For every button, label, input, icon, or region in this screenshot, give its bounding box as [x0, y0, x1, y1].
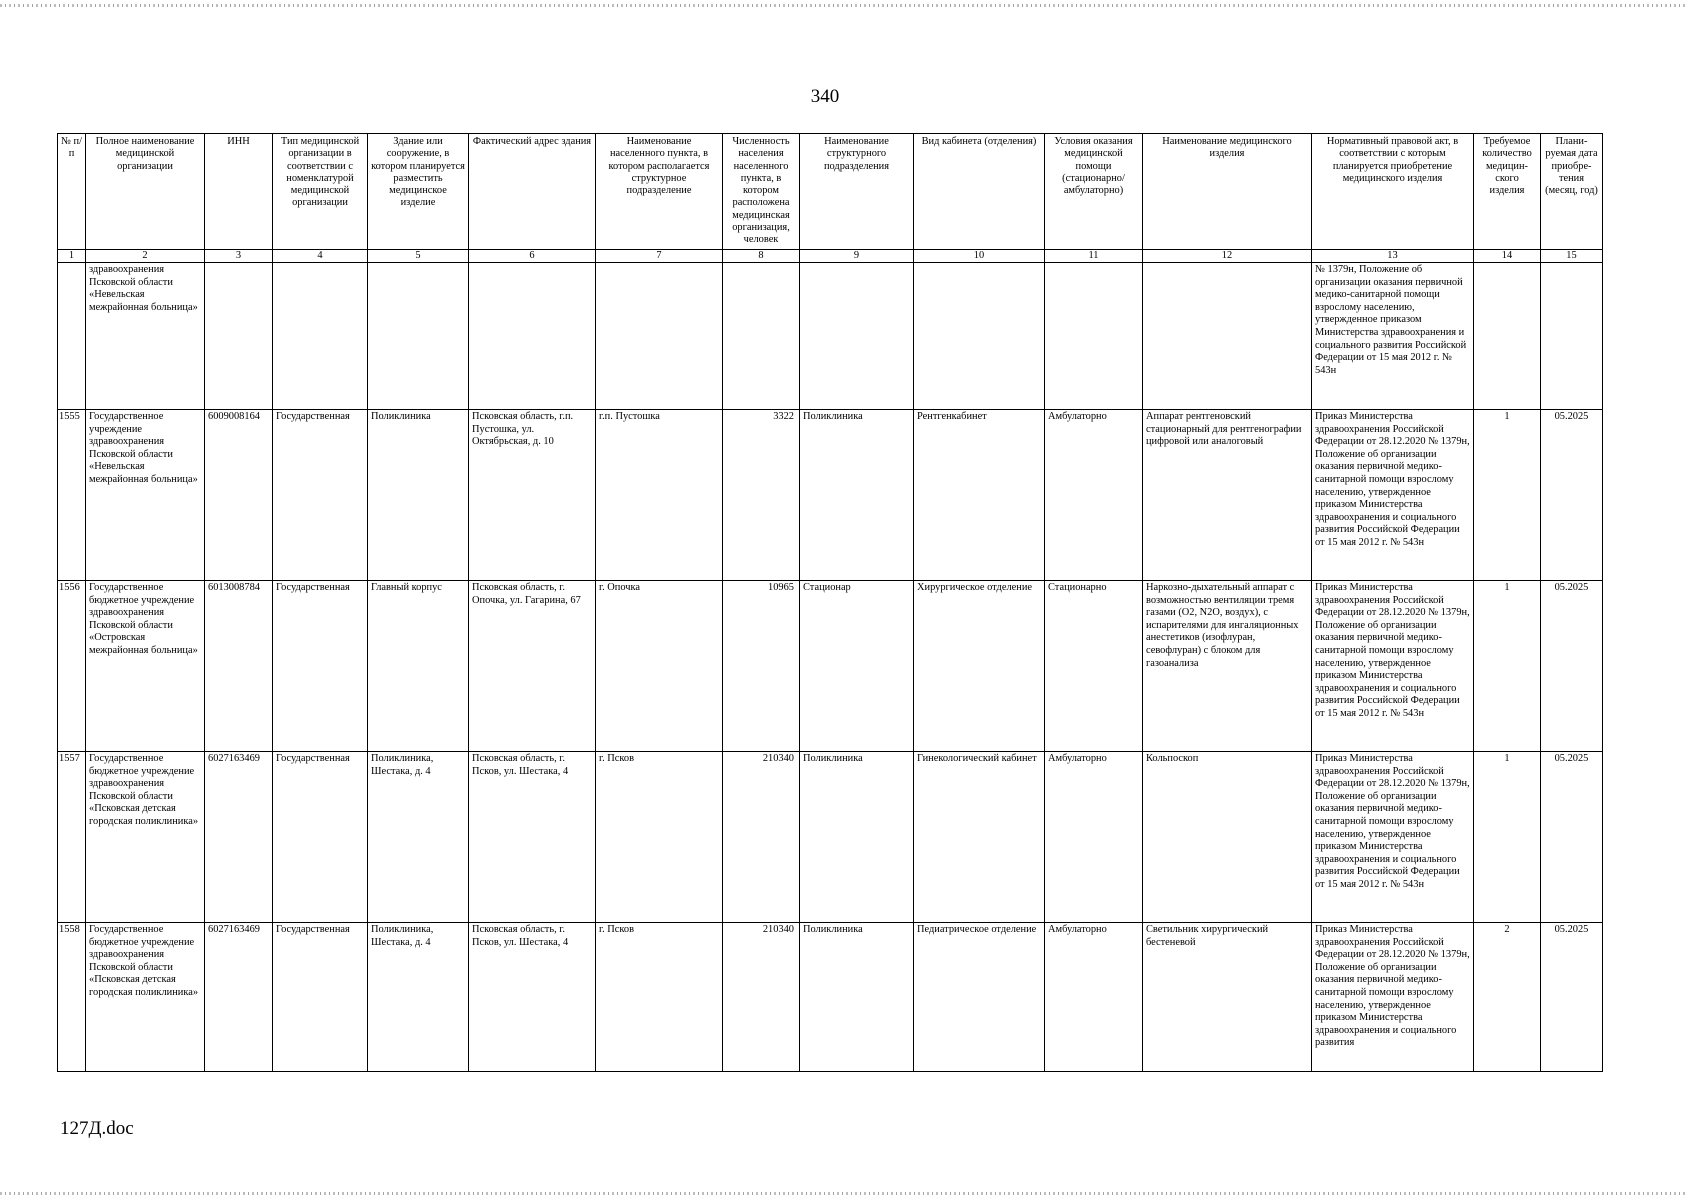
table-cell: 210340 [723, 923, 800, 1072]
table-cell: 05.2025 [1541, 581, 1603, 752]
header-cell: Тип медицинской организации в соответствии с номенклатурой медицинской организации [273, 134, 368, 250]
table-cell [723, 263, 800, 410]
table-cell: г. Псков [596, 923, 723, 1072]
header-cell: Наименование медицинского изделия [1143, 134, 1312, 250]
table-cell: Псковская область, г. Псков, ул. Шестака, 4 [469, 752, 596, 923]
table-cell: Приказ Министерства здравоохранения Российской Федерации от 28.12.2020 № 1379н, Положение об организации оказания первичной медико-санитарной помощи взрослому населению, утвержденное приказом Министерства здравоохранения и социального развития [1312, 923, 1474, 1072]
table-cell: Аппарат рентгеновский стационарный для рентгенографии цифровой или аналоговый [1143, 410, 1312, 581]
table-cell: г.п. Пустошка [596, 410, 723, 581]
table-cell: Поликлиника, Шестака, д. 4 [368, 923, 469, 1072]
table-cell: Стационар [800, 581, 914, 752]
column-number: 6 [469, 250, 596, 263]
table-cell: 1558 [58, 923, 86, 1072]
table-row [58, 923, 1603, 1072]
header-cell: Полное наименование медицинской организации [86, 134, 205, 250]
column-number-row [58, 250, 1603, 263]
table-cell: Государственное учреждение здравоохранения Псковской области «Невельская межрайонная больница» [86, 410, 205, 581]
table-cell [469, 263, 596, 410]
table-cell [1143, 263, 1312, 410]
table-cell: 1557 [58, 752, 86, 923]
table-cell: Главный корпус [368, 581, 469, 752]
column-number: 14 [1474, 250, 1541, 263]
column-number: 1 [58, 250, 86, 263]
scan-artifact-top [0, 4, 1686, 7]
column-number: 11 [1045, 250, 1143, 263]
table-cell: Поликлиника [368, 410, 469, 581]
column-number: 13 [1312, 250, 1474, 263]
equipment-table [57, 133, 1603, 1072]
table-cell: Амбулаторно [1045, 410, 1143, 581]
header-cell: Условия оказания медицинской помощи (стационарно/ амбулаторно) [1045, 134, 1143, 250]
table-cell: 1556 [58, 581, 86, 752]
table-cell: Приказ Министерства здравоохранения Российской Федерации от 28.12.2020 № 1379н, Положение об организации оказания первичной медико-санитарной помощи взрослому населению, утвержденное приказом Министерства здравоохранения и социального развития Российской Федерации от 15 мая 2012 г. № 543н [1312, 581, 1474, 752]
table-cell [1541, 263, 1603, 410]
table-cell: 1555 [58, 410, 86, 581]
table-cell [914, 263, 1045, 410]
column-number: 10 [914, 250, 1045, 263]
table-cell: 6027163469 [205, 752, 273, 923]
table-cell: Поликлиника [800, 410, 914, 581]
page-number: 340 [810, 86, 840, 107]
table-cell: Хирургическое отделение [914, 581, 1045, 752]
table-cell: Приказ Министерства здравоохранения Российской Федерации от 28.12.2020 № 1379н, Положение об организации оказания первичной медико-санитарной помощи взрослому населению, утвержденное приказом Министерства здравоохранения и социального развития Российской Федерации от 15 мая 2012 г. № 543н [1312, 410, 1474, 581]
table-cell: Псковская область, г. Псков, ул. Шестака, 4 [469, 923, 596, 1072]
table-cell: 05.2025 [1541, 752, 1603, 923]
table-cell: 210340 [723, 752, 800, 923]
table-cell: 3322 [723, 410, 800, 581]
table-cell: г. Псков [596, 752, 723, 923]
table-cell: 1 [1474, 410, 1541, 581]
column-number: 15 [1541, 250, 1603, 263]
table-cell: № 1379н, Положение об организации оказания первичной медико-санитарной помощи взрослому населению, утвержденное приказом Министерства здравоохранения и социального развития Российской Федерации от 15 мая 2012 г. № 543н [1312, 263, 1474, 410]
header-cell: Наименование населенного пункта, в котором располагается структурное подразделение [596, 134, 723, 250]
table-cell: Поликлиника [800, 752, 914, 923]
column-number: 8 [723, 250, 800, 263]
table-cell: Педиатрическое отделение [914, 923, 1045, 1072]
column-number: 9 [800, 250, 914, 263]
table-cell [1474, 263, 1541, 410]
table-cell: 1 [1474, 752, 1541, 923]
table-cell: 05.2025 [1541, 410, 1603, 581]
column-number: 5 [368, 250, 469, 263]
table-cell [58, 263, 86, 410]
table-cell: 6009008164 [205, 410, 273, 581]
scan-artifact-bottom [0, 1192, 1686, 1195]
table-row [58, 581, 1603, 752]
column-number: 4 [273, 250, 368, 263]
table-row [58, 263, 1603, 410]
table-cell [205, 263, 273, 410]
table-cell [368, 263, 469, 410]
document-filename: 127Д.doc [60, 1118, 134, 1139]
table-cell: Стационарно [1045, 581, 1143, 752]
table-cell: Псковская область, г. Опочка, ул. Гагарина, 67 [469, 581, 596, 752]
table-cell [596, 263, 723, 410]
table-cell: Амбулаторно [1045, 923, 1143, 1072]
header-cell: Численность населения населенного пункта, в котором расположена медицинская организация, человек [723, 134, 800, 250]
table-cell: здравоохранения Псковской области «Невельская межрайонная больница» [86, 263, 205, 410]
column-number: 2 [86, 250, 205, 263]
column-number: 7 [596, 250, 723, 263]
table-cell: Кольпоскоп [1143, 752, 1312, 923]
table-cell [1045, 263, 1143, 410]
table-row [58, 752, 1603, 923]
table-cell: Поликлиника [800, 923, 914, 1072]
table-cell: Государственное бюджетное учреждение здравоохранения Псковской области «Псковская детская городская поликлиника» [86, 752, 205, 923]
table-cell: 6013008784 [205, 581, 273, 752]
header-cell: Требуемое количество медицин-ского изделия [1474, 134, 1541, 250]
table-cell: Государственная [273, 923, 368, 1072]
column-number: 3 [205, 250, 273, 263]
table-cell: Гинекологический кабинет [914, 752, 1045, 923]
header-cell: Нормативный правовой акт, в соответствии с которым планируется приобретение медицинского изделия [1312, 134, 1474, 250]
table-cell: Наркозно-дыхательный аппарат с возможностью вентиляции тремя газами (O2, N2O, воздух), с испарителями для ингаляционных анестетиков (изофлуран, севофлуран) с блоком для газоанализа [1143, 581, 1312, 752]
table-cell: 10965 [723, 581, 800, 752]
header-cell: Плани-руемая дата приобре-тения (месяц, год) [1541, 134, 1603, 250]
table-cell: Амбулаторно [1045, 752, 1143, 923]
table-cell: Государственная [273, 581, 368, 752]
table-cell: г. Опочка [596, 581, 723, 752]
table-header-row [58, 134, 1603, 250]
table-cell: Псковская область, г.п. Пустошка, ул. Октябрьская, д. 10 [469, 410, 596, 581]
table-cell [800, 263, 914, 410]
table-cell: Светильник хирургический бестеневой [1143, 923, 1312, 1072]
header-cell: Вид кабинета (отделения) [914, 134, 1045, 250]
header-cell: ИНН [205, 134, 273, 250]
table-row [58, 410, 1603, 581]
table-cell: 6027163469 [205, 923, 273, 1072]
table-cell: Приказ Министерства здравоохранения Российской Федерации от 28.12.2020 № 1379н, Положение об организации оказания первичной медико-санитарной помощи взрослому населению, утвержденное приказом Министерства здравоохранения и социального развития Российской Федерации от 15 мая 2012 г. № 543н [1312, 752, 1474, 923]
table-cell: Рентгенкабинет [914, 410, 1045, 581]
table-cell: 2 [1474, 923, 1541, 1072]
header-cell: Наименование структурного подразделения [800, 134, 914, 250]
column-number: 12 [1143, 250, 1312, 263]
header-cell: Фактический адрес здания [469, 134, 596, 250]
header-cell: № п/п [58, 134, 86, 250]
table-cell [273, 263, 368, 410]
table-cell: 05.2025 [1541, 923, 1603, 1072]
table-cell: 1 [1474, 581, 1541, 752]
table-cell: Поликлиника, Шестака, д. 4 [368, 752, 469, 923]
table-cell: Государственное бюджетное учреждение здравоохранения Псковской области «Псковская детская городская поликлиника» [86, 923, 205, 1072]
header-cell: Здание или сооружение, в котором планируется разместить медицинское изделие [368, 134, 469, 250]
table-cell: Государственное бюджетное учреждение здравоохранения Псковской области «Островская межрайонная больница» [86, 581, 205, 752]
table-cell: Государственная [273, 752, 368, 923]
table-cell: Государственная [273, 410, 368, 581]
